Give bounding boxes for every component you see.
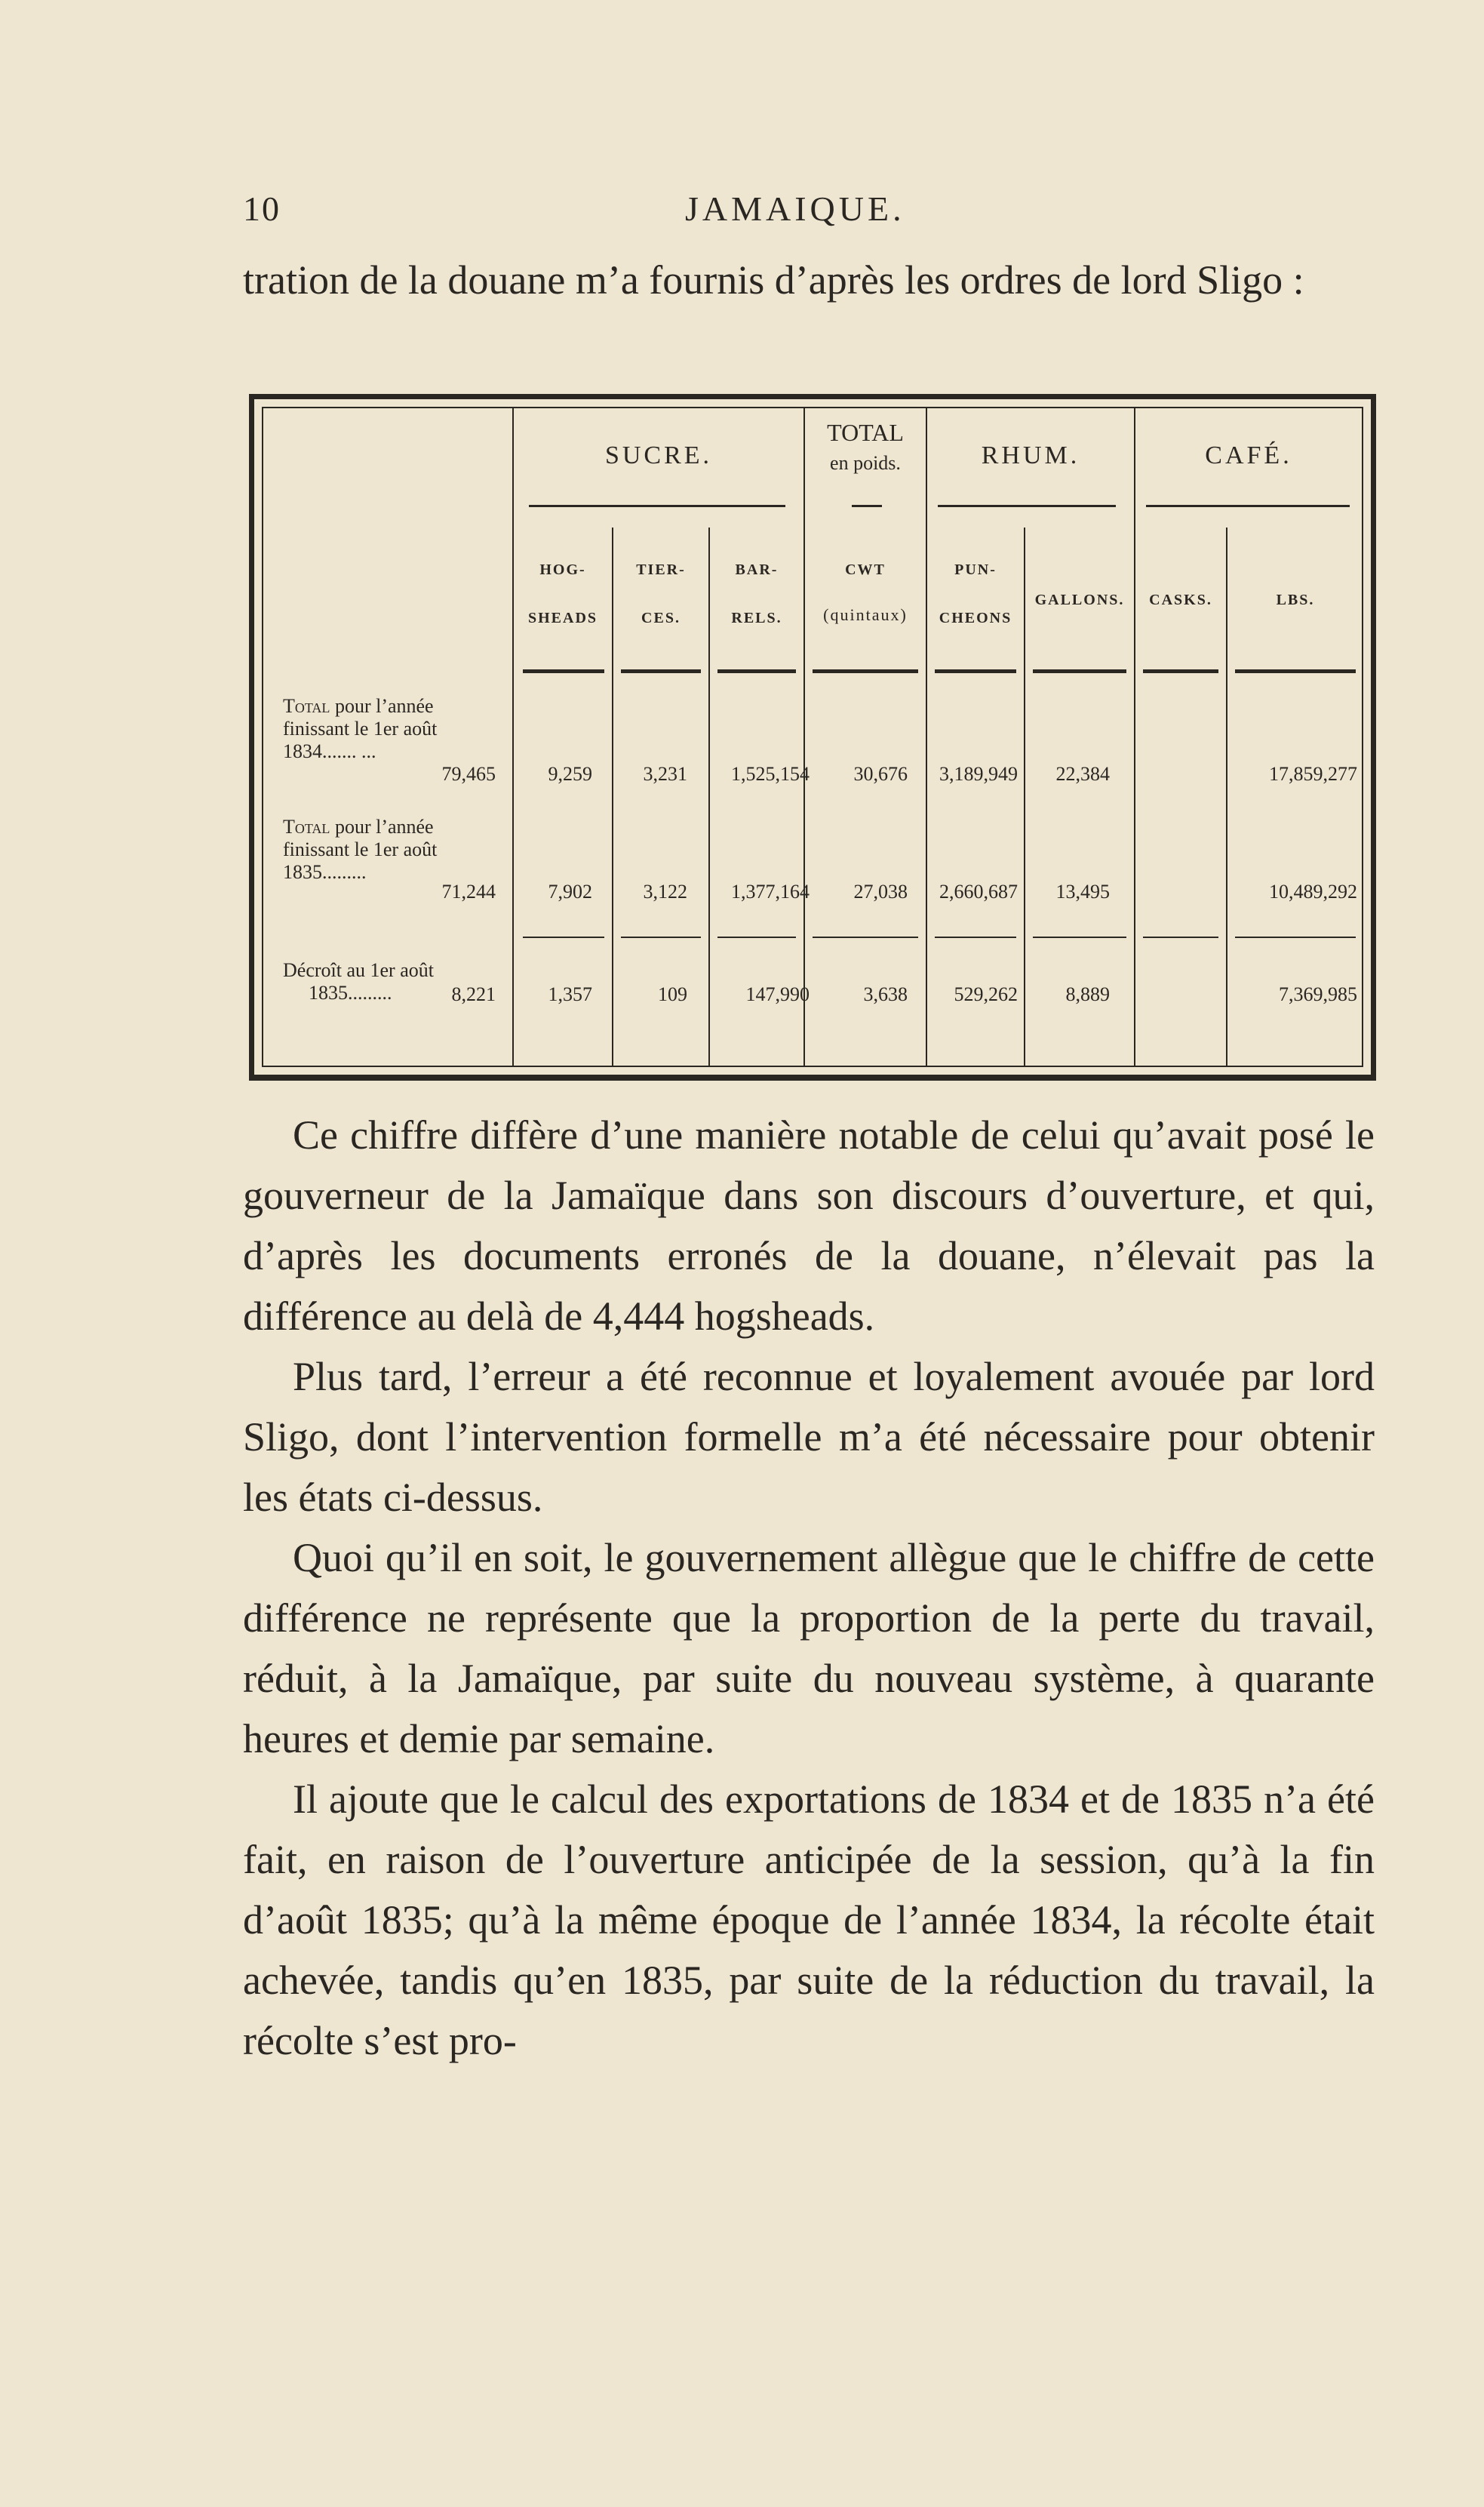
paragraph: Ce chiffre diffère d’une manière notable de celui qu’avait posé le gouverneur de la Jamaïque dans son discours d’ouverture, et qui, d’après les documents erronés de la douane, n’élevait pas la différence au delà de 4,444 hogsheads. xyxy=(243,1112,1375,1339)
sum-rule xyxy=(1235,937,1356,938)
cell-hogsheads-1834: 79,465 xyxy=(441,763,496,785)
cell-cwt-1835: 1,377,164 xyxy=(731,881,810,903)
lead-text: tration de la douane m’a fournis d’après les ordres de lord Sligo : xyxy=(243,257,1304,303)
subheader-cwt xyxy=(805,561,926,624)
cell-puncheons-decroit: 3,638 xyxy=(863,983,908,1005)
row-label-line3: 1835......... xyxy=(283,861,367,883)
cell-barrels-1834: 3,231 xyxy=(643,763,687,785)
header-cafe: CAFÉ. xyxy=(1205,441,1292,469)
header-bar xyxy=(1033,669,1126,673)
header-sucre: SUCRE. xyxy=(604,441,713,469)
page-number: 10 xyxy=(243,189,281,228)
subheader-tierces xyxy=(613,561,708,627)
exports-table xyxy=(249,394,1376,1081)
col-rule xyxy=(803,408,805,1066)
cell-hogsheads-1835: 71,244 xyxy=(441,881,496,903)
cell-barrels-1835: 3,122 xyxy=(643,881,687,903)
row-label-line2: finissant le 1er août xyxy=(283,838,438,860)
subheader-cwt-2: (quintaux) xyxy=(823,605,908,624)
subheader-hogsheads-2: SHEADS xyxy=(527,610,598,626)
row-label-line1: Décroît au 1er août xyxy=(283,959,434,981)
cell-lbs-1835: 10,489,292 xyxy=(1269,881,1357,903)
subheader-puncheons xyxy=(927,561,1024,627)
cell-hogsheads-decroit: 8,221 xyxy=(451,983,496,1005)
subheader-puncheons-2: CHEONS xyxy=(939,610,1012,626)
subheader-casks: CASKS. xyxy=(1149,592,1212,608)
row-label-total: Total xyxy=(283,695,330,717)
page-header xyxy=(243,189,1375,249)
ornament-rule xyxy=(852,505,882,507)
header-bar xyxy=(621,669,701,673)
cell-tierces-decroit: 1,357 xyxy=(548,983,592,1005)
body-text xyxy=(243,1105,1375,2071)
sum-rule xyxy=(1033,937,1126,938)
row-label-total: Total xyxy=(283,816,330,838)
sum-rule xyxy=(523,937,604,938)
col-rule xyxy=(1134,408,1135,1066)
subheader-hogsheads xyxy=(514,561,612,627)
subheader-barrels xyxy=(710,561,803,627)
cell-puncheons-1834: 30,676 xyxy=(853,763,908,785)
running-title: JAMAIQUE. xyxy=(685,189,905,228)
subheader-hogsheads-1: HOG- xyxy=(539,561,586,578)
row-label-line1: pour l’année xyxy=(330,695,434,717)
header-rhum: RHUM. xyxy=(981,441,1080,469)
cell-gallons-1834: 3,189,949 xyxy=(939,763,1018,785)
header-bar xyxy=(1235,669,1356,673)
sum-rule xyxy=(935,937,1016,938)
subheader-tierces-2: CES. xyxy=(641,610,681,626)
subheader-lbs: LBS. xyxy=(1276,592,1315,608)
header-bar xyxy=(1143,669,1218,673)
cell-gallons-decroit: 529,262 xyxy=(954,983,1018,1005)
subheader-cwt-1: CWT xyxy=(845,561,886,578)
paragraph: Il ajoute que le calcul des exportations de 1834 et de 1835 n’a été fait, en raison de l’ouverture anticipée de la session, qu’à la fin d’août 1835; qu’à la même époque de l’année 1834, la récolte était achevée, tandis qu’en 1835, par suite de la réduction du travail, la récolte s’est pro- xyxy=(243,1776,1375,2063)
header-total: TOTAL xyxy=(827,419,904,446)
cell-cwt-decroit: 147,990 xyxy=(745,983,810,1005)
row-label-line1: pour l’année xyxy=(330,816,434,838)
header-total-sub: en poids. xyxy=(830,452,901,474)
row-label-1834 xyxy=(283,695,532,763)
cell-tierces-1834: 9,259 xyxy=(548,763,592,785)
ornament-rule xyxy=(529,505,785,507)
cell-puncheons-1835: 27,038 xyxy=(853,881,908,903)
cell-gallons-1835: 2,660,687 xyxy=(939,881,1018,903)
col-rule xyxy=(926,408,927,1066)
header-bar xyxy=(523,669,604,673)
header-bar xyxy=(935,669,1016,673)
exports-table-inner xyxy=(262,407,1363,1067)
paragraph: Plus tard, l’erreur a été reconnue et loyalement avouée par lord Sligo, dont l’intervention formelle m’a été nécessaire pour obtenir les états ci-dessus. xyxy=(243,1354,1375,1520)
cell-lbs-decroit: 7,369,985 xyxy=(1279,983,1357,1005)
cell-cwt-1834: 1,525,154 xyxy=(731,763,810,785)
paragraph: Quoi qu’il en soit, le gouvernement allègue que le chiffre de cette différence ne représente que la proportion de la perte du travail, réduit, à la Jamaïque, par suite du nouveau système, à quarante heures et demie par semaine. xyxy=(243,1535,1375,1761)
sum-rule xyxy=(621,937,701,938)
header-bar xyxy=(717,669,796,673)
subheader-puncheons-1: PUN- xyxy=(954,561,997,578)
row-label-line2: 1835......... xyxy=(309,982,392,1004)
row-label-line3: 1834....... ... xyxy=(283,740,376,762)
cell-casks-decroit: 8,889 xyxy=(1065,983,1110,1005)
header-bar xyxy=(813,669,918,673)
cell-tierces-1835: 7,902 xyxy=(548,881,592,903)
subheader-gallons: GALLONS. xyxy=(1034,592,1125,608)
subheader-barrels-1: BAR- xyxy=(735,561,779,578)
ornament-rule xyxy=(1146,505,1350,507)
subheader-tierces-1: TIER- xyxy=(636,561,686,578)
cell-casks-1834: 22,384 xyxy=(1055,763,1110,785)
sum-rule xyxy=(717,937,796,938)
cell-barrels-decroit: 109 xyxy=(658,983,687,1005)
cell-casks-1835: 13,495 xyxy=(1055,881,1110,903)
sum-rule xyxy=(813,937,918,938)
ornament-rule xyxy=(938,505,1116,507)
subheader-barrels-2: RELS. xyxy=(731,610,782,626)
row-label-line2: finissant le 1er août xyxy=(283,718,438,740)
row-label-1835 xyxy=(283,816,532,884)
sum-rule xyxy=(1143,937,1218,938)
cell-lbs-1834: 17,859,277 xyxy=(1269,763,1357,785)
